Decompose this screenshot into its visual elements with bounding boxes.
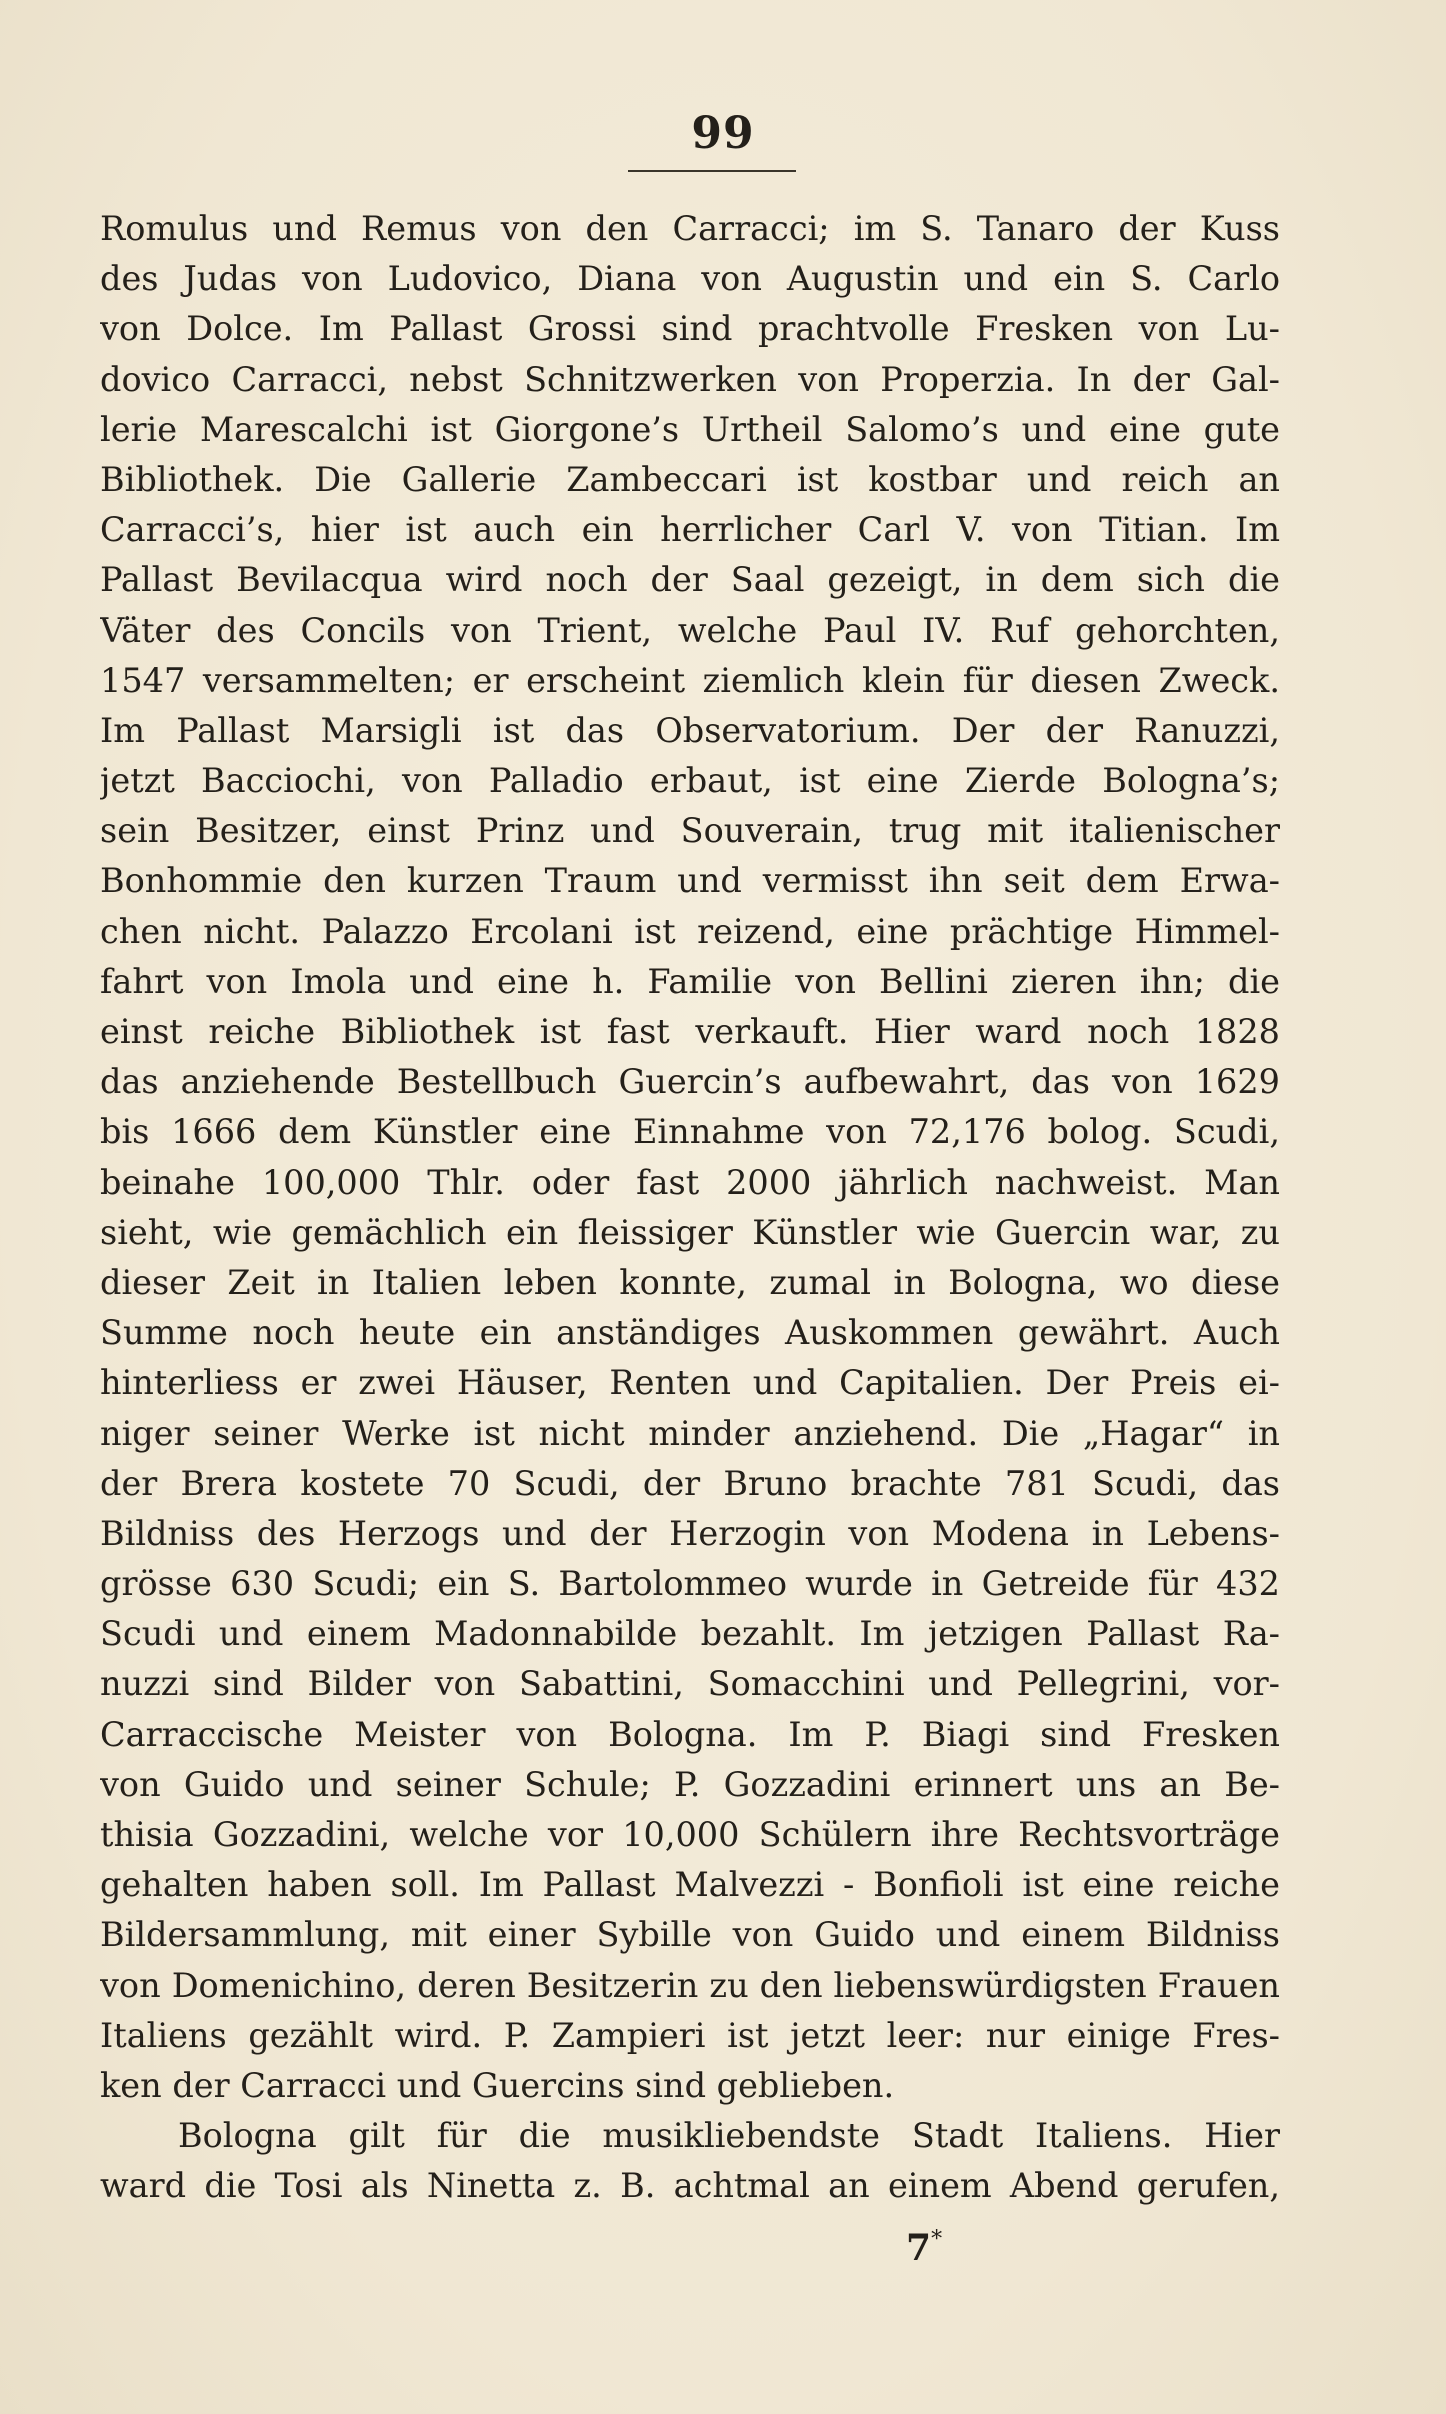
- text-line: das anziehende Bestellbuch Guercin’s aufbewahrt, das von 1629: [100, 1062, 1280, 1102]
- header-rule: [628, 170, 796, 172]
- text-line: Bonhommie den kurzen Traum und vermisst ihn seit dem Erwa-: [100, 861, 1280, 901]
- text-line: nuzzi sind Bilder von Sabattini, Somacchini und Pellegrini, vor-: [100, 1664, 1280, 1704]
- text-line: des Judas von Ludovico, Diana von Augustin und ein S. Carlo: [100, 259, 1280, 299]
- text-line: niger seiner Werke ist nicht minder anziehend. Die „Hagar“ in: [100, 1413, 1280, 1453]
- text-line: lerie Marescalchi ist Giorgone’s Urtheil Salomo’s und eine gute: [100, 409, 1280, 449]
- text-line: Pallast Bevilacqua wird noch der Saal gezeigt, in dem sich die: [100, 560, 1280, 600]
- text-line: Carracci’s, hier ist auch ein herrlicher Carl V. von Titian. Im: [100, 510, 1280, 550]
- text-line: Romulus und Remus von den Carracci; im S. Tanaro der Kuss: [100, 209, 1280, 248]
- text-line: grösse 630 Scudi; ein S. Bartolommeo wurde in Getreide für 432: [100, 1564, 1280, 1604]
- signature-number: 7: [906, 2227, 932, 2269]
- text-line: 1547 versammelten; er erscheint ziemlich klein für diesen Zweck.: [100, 660, 1280, 700]
- text-line: gehalten haben soll. Im Pallast Malvezzi - Bonfioli ist eine reiche: [100, 1865, 1280, 1905]
- text-line: dieser Zeit in Italien leben konnte, zumal in Bologna, wo diese: [100, 1262, 1280, 1302]
- text-line: Bologna gilt für die musikliebendste Stadt Italiens. Hier: [178, 2116, 1280, 2156]
- text-line: sein Besitzer, einst Prinz und Souverain, trug mit italienischer: [100, 811, 1280, 851]
- text-line: dovico Carracci, nebst Schnitzwerken von Properzia. In der Gal-: [100, 359, 1280, 399]
- text-line: einst reiche Bibliothek ist fast verkauft. Hier ward noch 1828: [100, 1012, 1280, 1051]
- text-line: Carraccische Meister von Bologna. Im P. Biagi sind Fresken: [100, 1714, 1280, 1754]
- text-line: Italiens gezählt wird. P. Zampieri ist jetzt leer: nur einige Fres-: [100, 2015, 1280, 2055]
- text-line: beinahe 100,000 Thlr. oder fast 2000 jährlich nachweist. Man: [100, 1162, 1280, 1202]
- page-number: 99: [691, 108, 755, 159]
- text-line: Bildniss des Herzogs und der Herzogin von Modena in Lebens-: [100, 1513, 1280, 1553]
- text-line: von Domenichino, deren Besitzerin zu den liebenswürdigsten Frauen: [100, 1965, 1280, 2005]
- text-line: jetzt Bacciochi, von Palladio erbaut, ist eine Zierde Bologna’s;: [100, 761, 1280, 801]
- text-line: sieht, wie gemächlich ein fleissiger Künstler wie Guercin war, zu: [100, 1212, 1280, 1252]
- text-line: von Guido und seiner Schule; P. Gozzadini erinnert uns an Be-: [100, 1764, 1280, 1804]
- text-line: fahrt von Imola und eine h. Familie von Bellini zieren ihn; die: [100, 961, 1280, 1001]
- body-text: [100, 204, 1280, 2212]
- text-line: Bibliothek. Die Gallerie Zambeccari ist kostbar und reich an: [100, 459, 1280, 499]
- text-line: chen nicht. Palazzo Ercolani ist reizend, eine prächtige Himmel-: [100, 911, 1280, 951]
- text-line: Bildersammlung, mit einer Sybille von Guido und einem Bildniss: [100, 1915, 1280, 1955]
- signature-asterisk: *: [931, 2227, 943, 2252]
- text-line: Väter des Concils von Trient, welche Paul IV. Ruf gehorchten,: [100, 610, 1280, 650]
- text-line: ward die Tosi als Ninetta z. B. achtmal an einem Abend gerufen,: [100, 2166, 1280, 2206]
- text-line: hinterliess er zwei Häuser, Renten und Capitalien. Der Preis ei-: [100, 1363, 1280, 1403]
- text-line: Scudi und einem Madonnabilde bezahlt. Im jetzigen Pallast Ra-: [100, 1614, 1280, 1654]
- text-line: bis 1666 dem Künstler eine Einnahme von 72,176 bolog. Scudi,: [100, 1112, 1280, 1152]
- text-line: der Brera kostete 70 Scudi, der Bruno brachte 781 Scudi, das: [100, 1463, 1280, 1503]
- text-line: von Dolce. Im Pallast Grossi sind prachtvolle Fresken von Lu-: [100, 309, 1280, 349]
- text-line: Im Pallast Marsigli ist das Observatorium. Der der Ranuzzi,: [100, 710, 1280, 750]
- text-line: ken der Carracci und Guercins sind geblieben.: [100, 2065, 895, 2105]
- text-line: Summe noch heute ein anständiges Auskommen gewährt. Auch: [100, 1313, 1280, 1353]
- text-line: thisia Gozzadini, welche vor 10,000 Schülern ihre Rechtsvorträge: [100, 1815, 1280, 1854]
- signature-mark: [906, 2210, 942, 2278]
